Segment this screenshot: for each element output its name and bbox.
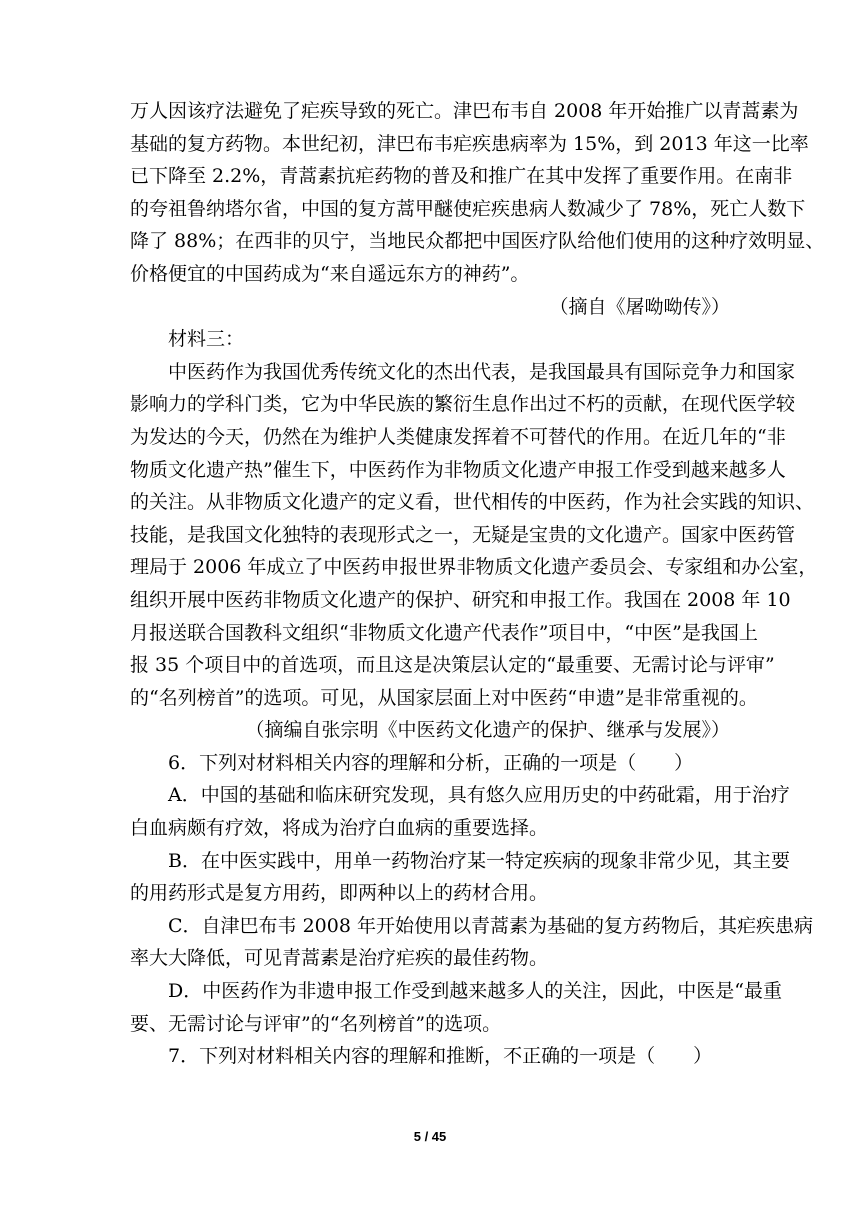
text-line: 报 35 个项目中的首选项，而且这是决策层认定的“最重要、无需讨论与评审” [130, 654, 775, 677]
question-stem: 7．下列对材料相关内容的理解和推断，不正确的一项是（ ） [168, 1045, 713, 1068]
text-line: 物质文化遗产热”催生下，中医药作为非物质文化遗产申报工作受到越来越多人 [130, 458, 786, 481]
text-line: 理局于 2006 年成立了中医药申报世界非物质文化遗产委员会、专家组和办公室， [130, 556, 818, 579]
option-a-continued: 白血病颇有疗效，将成为治疗白血病的重要选择。 [130, 817, 549, 840]
question-7 [130, 1040, 730, 1073]
section-heading: 材料三： [168, 328, 245, 351]
text-line: 的关注。从非物质文化遗产的定义看，世代相传的中医药，作为社会实践的知识、 [130, 491, 815, 514]
material-three-paragraph [130, 356, 818, 715]
text-line: 中医药作为我国优秀传统文化的杰出代表，是我国最具有国际竞争力和国家 [168, 360, 796, 383]
source-citation: （摘自《屠呦呦传》） [549, 295, 730, 318]
text-line: 基础的复方药物。本世纪初，津巴布韦疟疾患病率为 15%，到 2013 年这一比率 [130, 132, 809, 155]
option-d-continued: 要、无需讨论与评审”的“名列榜首”的选项。 [130, 1012, 502, 1035]
text-line: 为发达的今天，仍然在为维护人类健康发挥着不可替代的作用。在近几年的“非 [130, 425, 786, 448]
text-line: 的“名列榜首”的选项。可见，从国家层面上对中医药“申遗”是非常重视的。 [130, 686, 758, 709]
text-line: 万人因该疗法避免了疟疾导致的死亡。津巴布韦自 2008 年开始推广以青蒿素为 [130, 100, 799, 122]
option-a: A．中国的基础和临床研究发现，具有悠久应用历史的中药砒霜，用于治疗 [168, 784, 790, 807]
question-6 [130, 747, 813, 1040]
option-b-continued: 的用药形式是复方用药，即两种以上的药材合用。 [130, 882, 549, 905]
text-line: 月报送联合国教科文组织“非物质文化遗产代表作”项目中，“中医”是我国上 [130, 621, 758, 644]
text-line: 组织开展中医药非物质文化遗产的保护、研究和申报工作。我国在 2008 年 10 [130, 588, 791, 611]
material-two-tail [130, 95, 825, 291]
page-number: 5 / 45 [413, 1129, 447, 1144]
option-b: B．在中医实践中，用单一药物治疗某一特定疾病的现象非常少见，其主要 [168, 849, 790, 872]
page-content [130, 95, 825, 1073]
text-line: 影响力的学科门类，它为中华民族的繁衍生息作出过不朽的贡献，在现代医学较 [130, 393, 796, 416]
text-line: 的夸祖鲁纳塔尔省，中国的复方蒿甲醚使疟疾患病人数减少了 78%，死亡人数下 [130, 197, 806, 220]
text-line: 降了 88%；在西非的贝宁，当地民众都把中国医疗队给他们使用的这种疗效明显、 [130, 230, 825, 253]
question-stem: 6．下列对材料相关内容的理解和分析，正确的一项是（ ） [168, 751, 694, 774]
source-citation: （摘编自张宗明《中医药文化遗产的保护、继承与发展》） [245, 719, 730, 742]
text-line: 技能，是我国文化独特的表现形式之一，无疑是宝贵的文化遗产。国家中医药管 [130, 523, 796, 546]
text-line: 价格便宜的中国药成为“来自遥远东方的神药”。 [130, 262, 530, 285]
option-c: C．自津巴布韦 2008 年开始使用以青蒿素为基础的复方药物后，其疟疾患病 [168, 914, 813, 937]
option-d: D．中医药作为非遗申报工作受到越来越多人的关注，因此，中医是“最重 [168, 980, 782, 1003]
option-c-continued: 率大大降低，可见青蒿素是治疗疟疾的最佳药物。 [130, 947, 549, 970]
text-line: 已下降至 2.2%，青蒿素抗疟药物的普及和推广在其中发挥了重要作用。在南非 [130, 165, 793, 188]
